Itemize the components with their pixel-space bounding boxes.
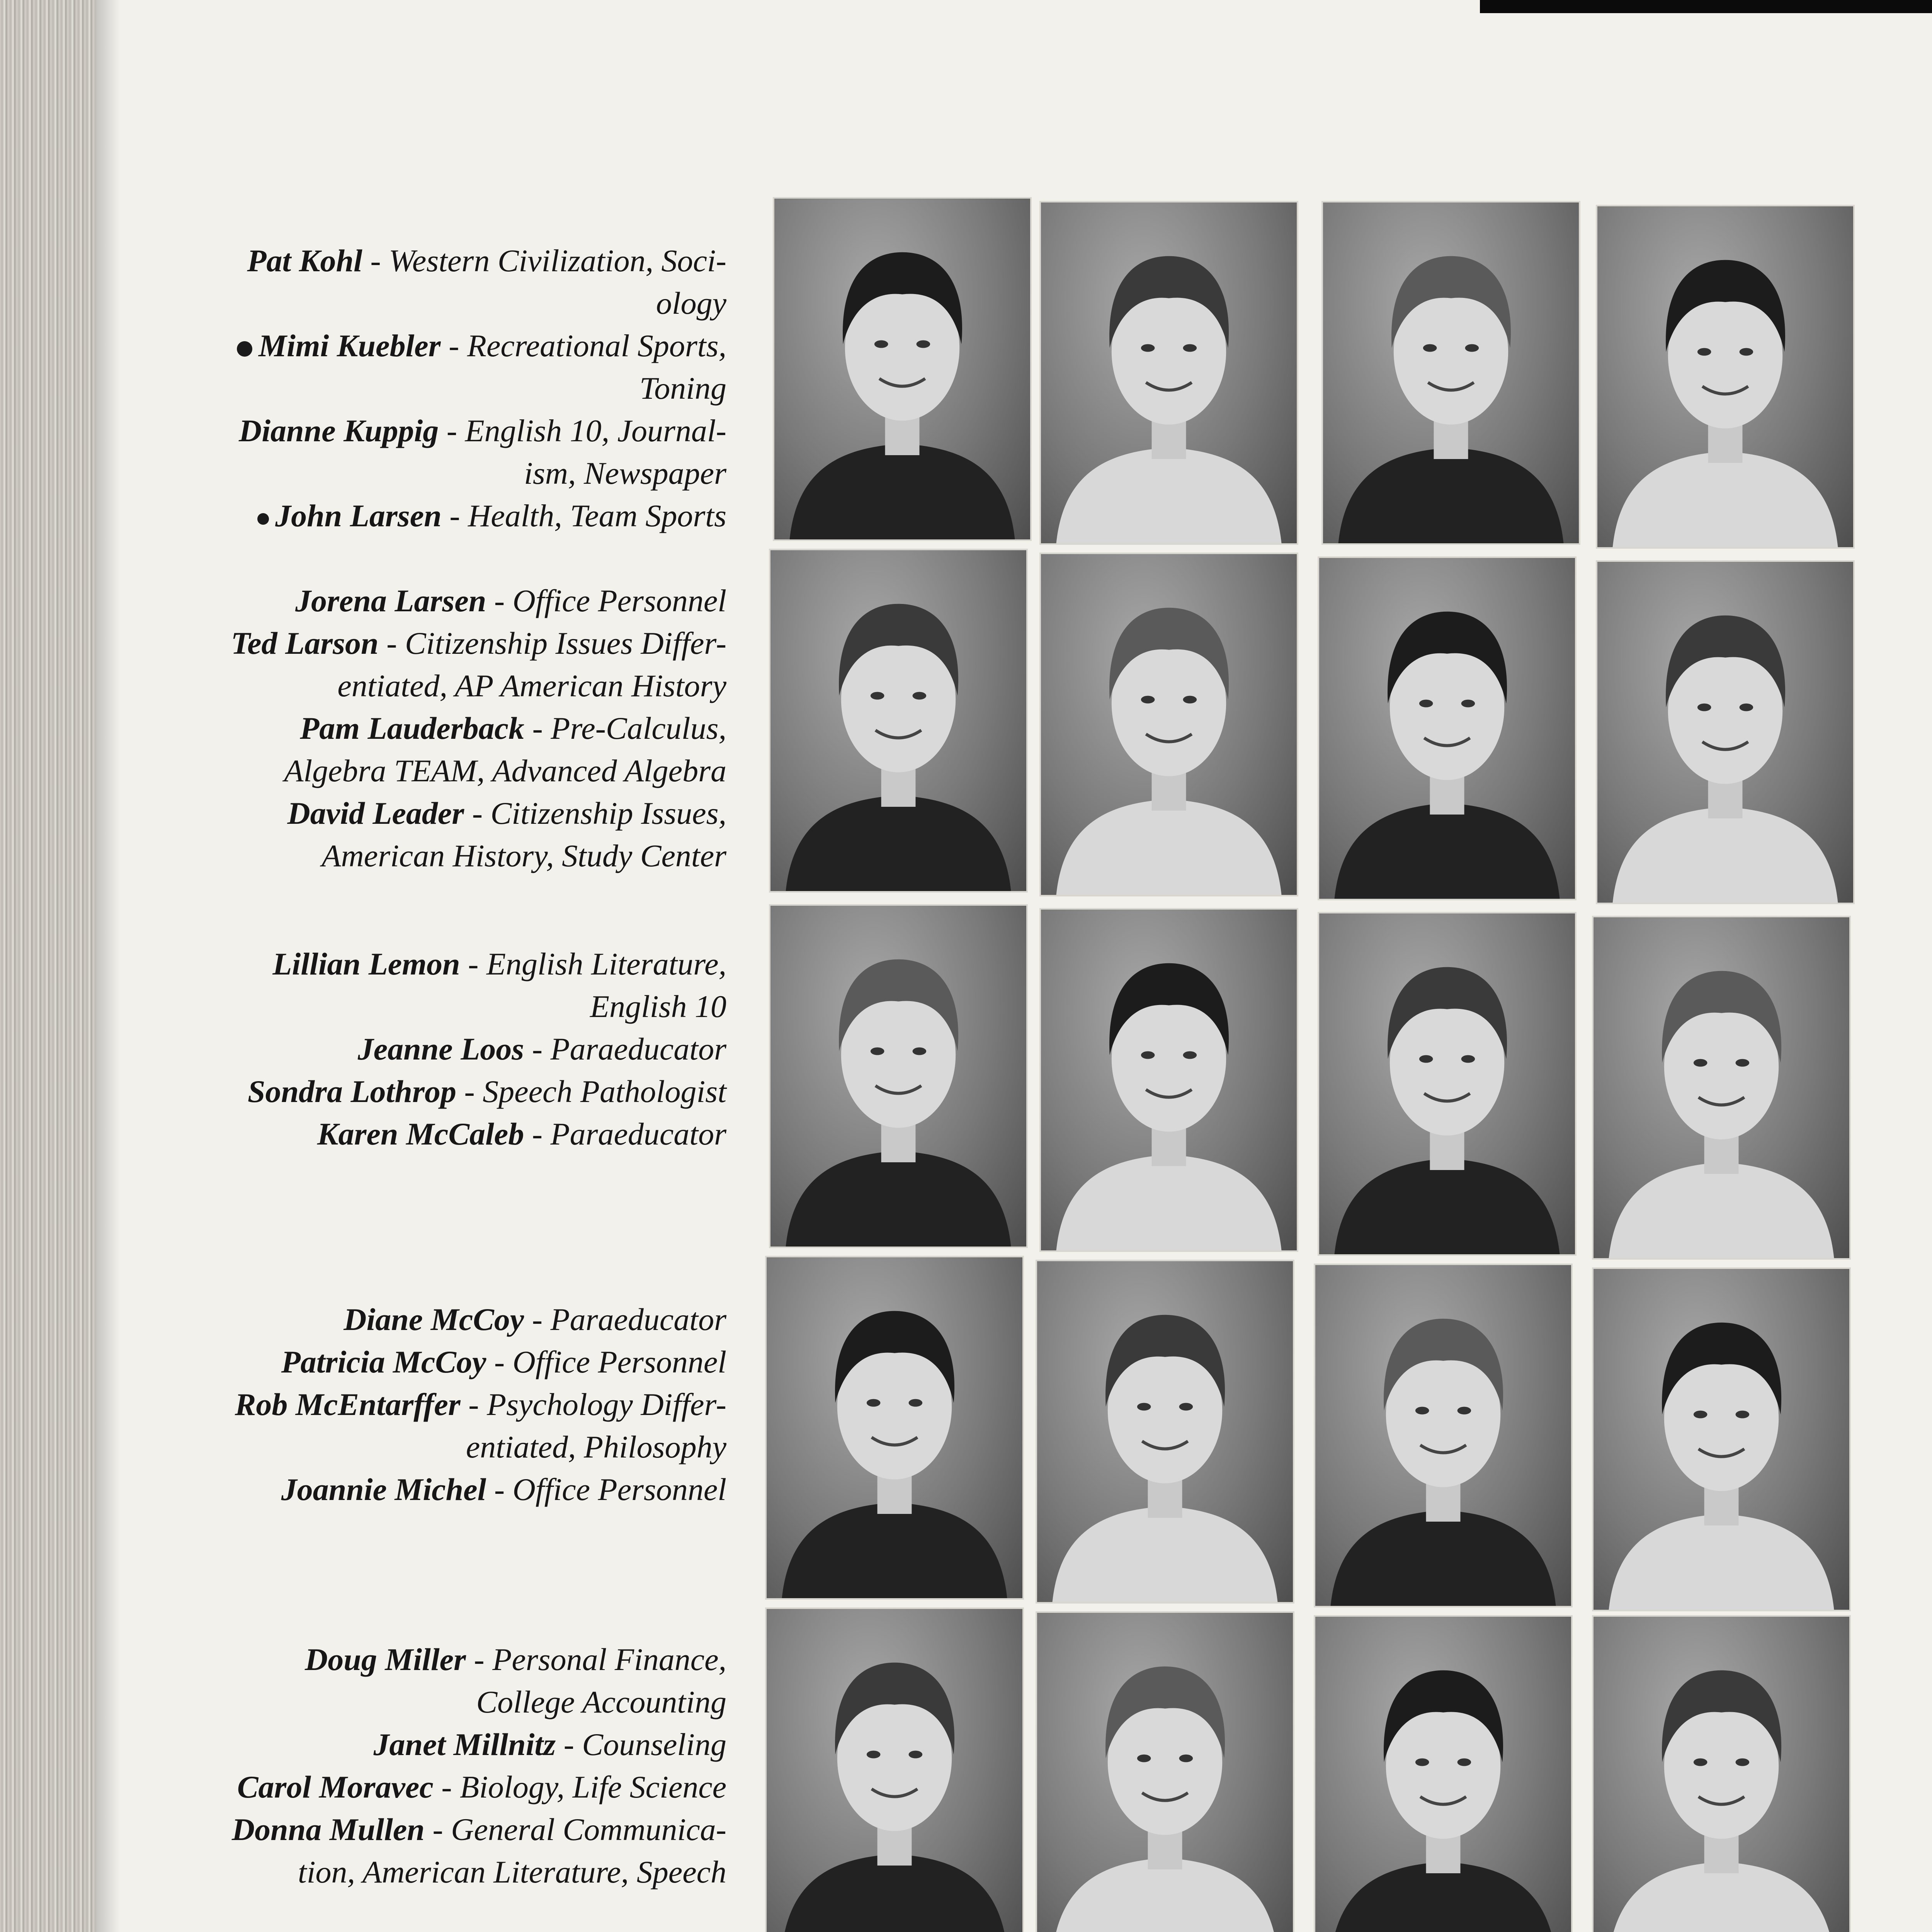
faculty-entry: Donna Mullen - General Communica- (231, 1812, 726, 1847)
caption-group-1 (147, 240, 726, 537)
faculty-role: Health, Team Sports (468, 498, 726, 533)
faculty-name: Rob McEntarffer (235, 1387, 461, 1422)
faculty-role: Citizenship Issues Differ- (405, 626, 726, 661)
portrait-photo-lothrop (1318, 912, 1577, 1256)
faculty-entry: Patricia McCoy - Office Personnel (281, 1344, 726, 1379)
caption-group-4 (147, 1298, 726, 1511)
faculty-name: Joannie Michel (281, 1472, 486, 1507)
faculty-role-cont: tion, American Literature, Speech (298, 1854, 726, 1889)
faculty-role: Office Personnel (512, 583, 726, 618)
faculty-role-cont: Toning (639, 371, 726, 406)
faculty-role: Personal Finance, (492, 1642, 726, 1677)
portrait-photo-j-larsen (1596, 205, 1855, 549)
faculty-name: Carol Moravec (237, 1769, 434, 1804)
portrait-photo-lauderback (1318, 556, 1577, 900)
faculty-role: Paraeducator (550, 1302, 726, 1337)
faculty-name: Doug Miller (305, 1642, 466, 1677)
book-binding-edge (0, 0, 97, 1932)
faculty-name: Donna Mullen (231, 1812, 425, 1847)
caption-group-5 (147, 1638, 726, 1893)
faculty-entry: Janet Millnitz - Counseling (373, 1727, 726, 1762)
faculty-entry: Diane McCoy - Paraeducator (344, 1302, 726, 1337)
faculty-name: Ted Larson (231, 626, 379, 661)
faculty-role: Recreational Sports, (467, 328, 726, 363)
caption-group-3 (147, 943, 726, 1155)
faculty-name: Pam Lauderback (300, 711, 524, 746)
faculty-role-cont: Algebra TEAM, Advanced Algebra (284, 753, 726, 788)
portrait-photo-moravec (1314, 1615, 1573, 1932)
faculty-role: Psychology Differ- (486, 1387, 726, 1422)
faculty-role: Pre-Calculus, (551, 711, 726, 746)
scan-edge-top (1480, 0, 1932, 13)
faculty-name: Jeanne Loos (357, 1031, 524, 1066)
faculty-role: Biology, Life Science (460, 1769, 726, 1804)
faculty-role: Citizenship Issues, (490, 796, 726, 831)
faculty-role-cont: American History, Study Center (321, 838, 726, 873)
faculty-name: Diane McCoy (344, 1302, 524, 1337)
portrait-photo-kuebler (1039, 201, 1298, 545)
faculty-entry: David Leader - Citizenship Issues, (287, 796, 726, 831)
faculty-name: Janet Millnitz (373, 1727, 556, 1762)
faculty-name: Patricia McCoy (281, 1344, 486, 1379)
faculty-name: Pat Kohl (247, 243, 362, 278)
portrait-photo-larson (1039, 553, 1298, 896)
portrait-photo-mcentarffer (1314, 1264, 1573, 1607)
faculty-name: Lillian Lemon (272, 946, 460, 981)
faculty-entry: Rob McEntarffer - Psychology Differ- (235, 1387, 726, 1422)
faculty-entry: Doug Miller - Personal Finance, (305, 1642, 726, 1677)
portrait-photo-kohl (773, 197, 1032, 541)
faculty-entry: Sondra Lothrop - Speech Pathologist (247, 1074, 726, 1109)
faculty-entry: Jorena Larsen - Office Personnel (295, 583, 726, 618)
bullet-icon (257, 513, 269, 525)
portrait-photo-lemon (769, 904, 1028, 1248)
portrait-photo-miller (765, 1607, 1024, 1932)
faculty-role: English Literature, (486, 946, 726, 981)
faculty-name: Jorena Larsen (295, 583, 486, 618)
faculty-role: Paraeducator (550, 1116, 726, 1151)
faculty-name: John Larsen (275, 498, 442, 533)
faculty-role-cont: entiated, AP American History (337, 668, 726, 703)
faculty-entry: Pam Lauderback - Pre-Calculus, (300, 711, 726, 746)
portrait-photo-p-mccoy (1036, 1260, 1294, 1604)
portrait-photo-leader (1596, 560, 1855, 904)
faculty-entry: Lillian Lemon - English Literature, (272, 946, 726, 981)
faculty-entry: Jeanne Loos - Paraeducator (357, 1031, 726, 1066)
faculty-role: Paraeducator (550, 1031, 726, 1066)
faculty-role-cont: ology (656, 286, 726, 321)
portrait-photo-michel (1592, 1267, 1851, 1611)
faculty-entry: Carol Moravec - Biology, Life Science (237, 1769, 726, 1804)
faculty-role-cont: College Accounting (476, 1684, 726, 1719)
faculty-entry: John Larsen - Health, Team Sports (147, 495, 726, 537)
faculty-role: General Communica- (451, 1812, 726, 1847)
faculty-name: Dianne Kuppig (239, 413, 439, 448)
faculty-role-cont: ism, Newspaper (524, 456, 726, 491)
portrait-photo-kuppig (1321, 201, 1580, 545)
faculty-role: Western Civilization, Soci- (389, 243, 726, 278)
faculty-entry: Dianne Kuppig - English 10, Journal- (239, 413, 726, 448)
faculty-entry: Pat Kohl - Western Civilization, Soci- (247, 243, 726, 278)
portrait-photo-loos (1039, 908, 1298, 1252)
faculty-name: Sondra Lothrop (247, 1074, 456, 1109)
faculty-role: English 10, Journal- (465, 413, 726, 448)
binding-shadow (97, 0, 120, 1932)
portrait-photo-millnitz (1036, 1611, 1294, 1932)
faculty-name: David Leader (287, 796, 464, 831)
faculty-entry: Mimi Kuebler - Recreational Sports, (147, 325, 726, 367)
portrait-photo-jo-larsen (769, 549, 1028, 893)
faculty-name: Mimi Kuebler (259, 328, 441, 363)
portrait-photo-mullen (1592, 1615, 1851, 1932)
faculty-role: Speech Pathologist (483, 1074, 726, 1109)
faculty-role-cont: English 10 (590, 989, 726, 1024)
faculty-entry: Karen McCaleb - Paraeducator (317, 1116, 726, 1151)
faculty-role: Counseling (582, 1727, 726, 1762)
portrait-photo-d-mccoy (765, 1256, 1024, 1600)
faculty-role: Office Personnel (512, 1344, 726, 1379)
faculty-entry: Joannie Michel - Office Personnel (281, 1472, 726, 1507)
caption-group-2 (147, 580, 726, 877)
faculty-role: Office Personnel (512, 1472, 726, 1507)
faculty-entry: Ted Larson - Citizenship Issues Differ- (231, 626, 726, 661)
faculty-role-cont: entiated, Philosophy (466, 1429, 726, 1464)
faculty-name: Karen McCaleb (317, 1116, 524, 1151)
portrait-photo-mccaleb (1592, 916, 1851, 1260)
bullet-icon (237, 341, 252, 357)
